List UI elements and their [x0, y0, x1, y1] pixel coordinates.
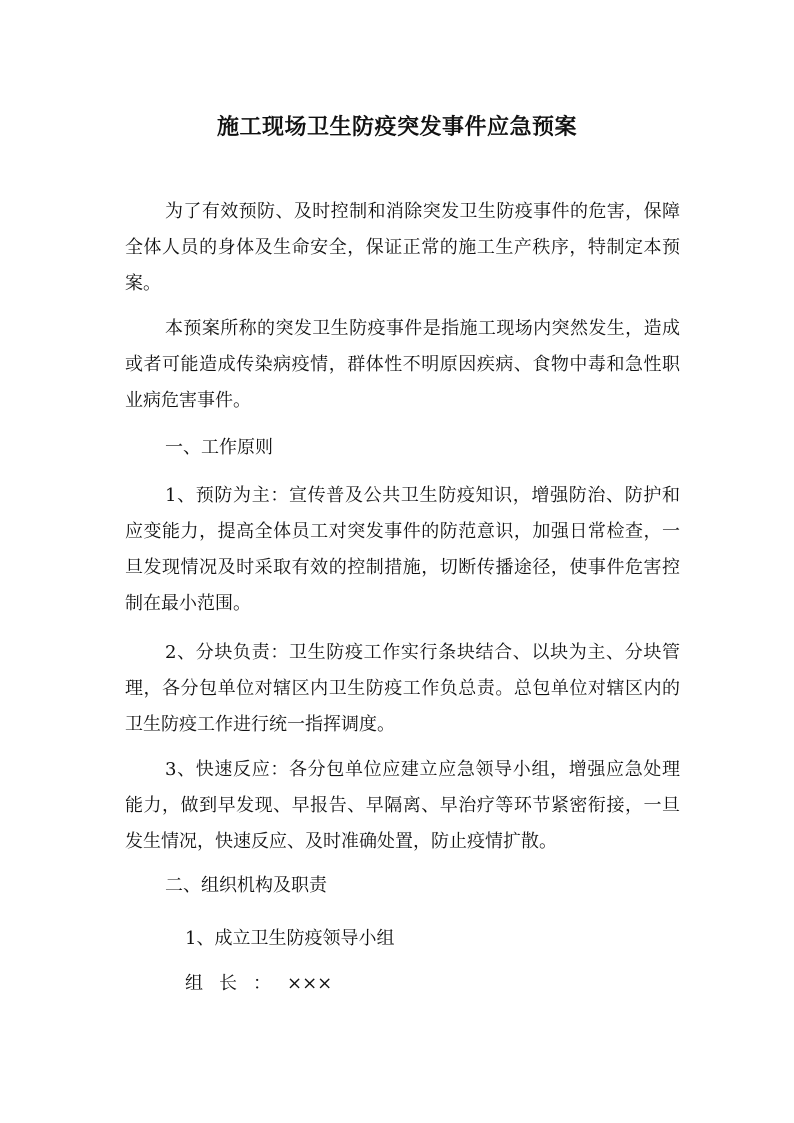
- list-item-establish-leadership-group: 1、成立卫生防疫领导小组: [185, 928, 395, 949]
- paragraph-prevention-first: 1、预防为主：宣传普及公共卫生防疫知识，增强防治、防护和应变能力，提高全体员工对突发事件的防范意识，加强日常检查，一旦发现情况及时采取有效的控制措施，切断传播途径，使事件危害控制在最小范围。: [125, 485, 680, 614]
- leader-value: ×××: [287, 973, 333, 994]
- section-heading-work-principles: 一、工作原则: [165, 437, 273, 458]
- paragraph-purpose: 为了有效预防、及时控制和消除突发卫生防疫事件的危害，保障全体人员的身体及生命安全，保证正常的施工生产秩序，特制定本预案。: [125, 201, 680, 294]
- paragraph-rapid-response: 3、快速反应：各分包单位应建立应急领导小组，增强应急处理能力，做到早发现、早报告、早隔离、早治疗等环节紧密衔接，一旦发生情况，快速反应、及时准确处置，防止疫情扩散。: [125, 759, 680, 852]
- section-heading-organization: 二、组织机构及职责: [165, 875, 327, 896]
- leader-line: [125, 966, 680, 1002]
- document-title: 施工现场卫生防疫突发事件应急预案: [216, 114, 577, 140]
- paragraph-divided-responsibility: 2、分块负责：卫生防疫工作实行条块结合、以块为主、分块管理，各分包单位对辖区内卫生防疫工作负总责。总包单位对辖区内的卫生防疫工作进行统一指挥调度。: [125, 642, 680, 735]
- paragraph-definition: 本预案所称的突发卫生防疫事件是指施工现场内突然发生，造成或者可能造成传染病疫情，群体性不明原因疾病、食物中毒和急性职业病危害事件。: [125, 318, 680, 411]
- leader-label: 组长：: [185, 973, 287, 994]
